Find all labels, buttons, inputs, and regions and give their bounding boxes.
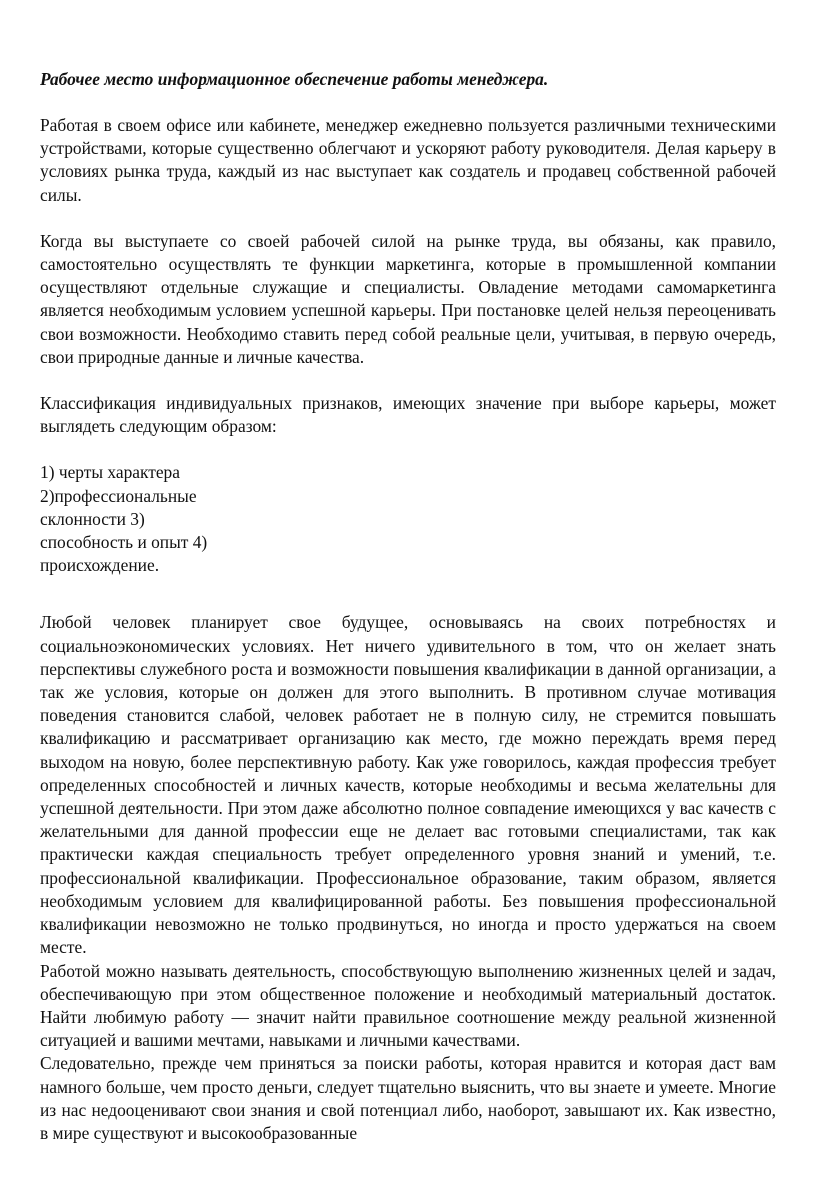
list-item: склонности 3) bbox=[40, 508, 145, 529]
list-item: происхождение. bbox=[40, 555, 160, 576]
paragraph-intro: Работая в своем офисе или кабинете, менеджер ежедневно пользуется различными техническими устройствами, которые существенно облегчают и ускоряют работу руководителя. Делая карьеру в условиях рынка труда, каждый из нас выступает как создатель и продавец собственной рабочей силы. bbox=[40, 115, 776, 205]
paragraph-self-marketing: Когда вы выступаете со своей рабочей силой на рынке труда, вы обязаны, как правило, самостоятельно осуществлять те функции маркетинга, которые в промышленной компании осуществляют отдельные служащие и специалисты. Овладение методами самомаркетинга является необходимым условием успешной карьеры. При постановке целей нельзя переоценивать свои возможности. Необходимо ставить перед собой реальные цели, учитывая, в первую очередь, свои природные данные и личные качества. bbox=[40, 230, 776, 367]
document-title: Рабочее место информационное обеспечение работы менеджера. bbox=[40, 69, 549, 89]
list-item: 2)профессиональные bbox=[40, 485, 197, 506]
spacer bbox=[40, 91, 776, 114]
career-factors-list bbox=[40, 461, 260, 577]
spacer bbox=[40, 577, 776, 611]
paragraph-classification: Классификация индивидуальных признаков, имеющих значение при выборе карьеры, может выглядеть следующим образом: bbox=[40, 393, 776, 437]
document-page bbox=[40, 68, 776, 1145]
paragraph-career-planning: Любой человек планирует свое будущее, основываясь на своих потребностях и социальноэкономических условиях. Нет ничего удивительного в том, что он желает знать перспективы служебного роста и возможности повышения квалификации в данной организации, а так же условия, которые он должен для этого выполнить. В противном случае мотивация поведения становится слабой, человек работает не в полную силу, не стремится повышать квалификацию и рассматривает организацию как место, где можно переждать время перед выходом на новую, более перспективную работу. Как уже говорилось, каждая профессия требует определенных способностей и личных качеств, которые необходимы и весьма желательны для успешной деятельности. При этом даже абсолютно полное совпадение имеющихся у вас качеств с желательными для данной профессии еще не делает вас готовыми специалистами, так как практически каждая специальность требует определенного уровня знаний и умений, т.е. профессиональной квалификации. Профессиональное образование, таким образом, является необходимым условием для квалифицированной работы. Без повышения профессиональной квалификации невозможно не только продвинуться, но иногда и просто удержаться на своем месте. bbox=[40, 612, 776, 958]
spacer bbox=[40, 207, 776, 230]
paragraph-job-search: Следовательно, прежде чем приняться за поиски работы, которая нравится и которая даст вам намного больше, чем просто деньги, следует тщательно выяснить, что вы знаете и умеете. Многие из нас недооценивают свои знания и свой потенциал либо, наоборот, завышают их. Как известно, в мире существуют и высокообразованные bbox=[40, 1053, 776, 1143]
paragraph-work-definition: Работой можно называть деятельность, способствующую выполнению жизненных целей и задач, обеспечивающую при этом общественное положение и необходимый материальный достаток. Найти любимую работу — значит найти правильное соотношение между реальной жизненной ситуацией и вашими мечтами, навыками и личными качествами. bbox=[40, 960, 776, 1051]
list-item: способность и опыт 4) bbox=[40, 532, 208, 553]
spacer bbox=[40, 369, 776, 392]
spacer bbox=[40, 438, 776, 461]
list-item: 1) черты характера bbox=[40, 462, 180, 483]
